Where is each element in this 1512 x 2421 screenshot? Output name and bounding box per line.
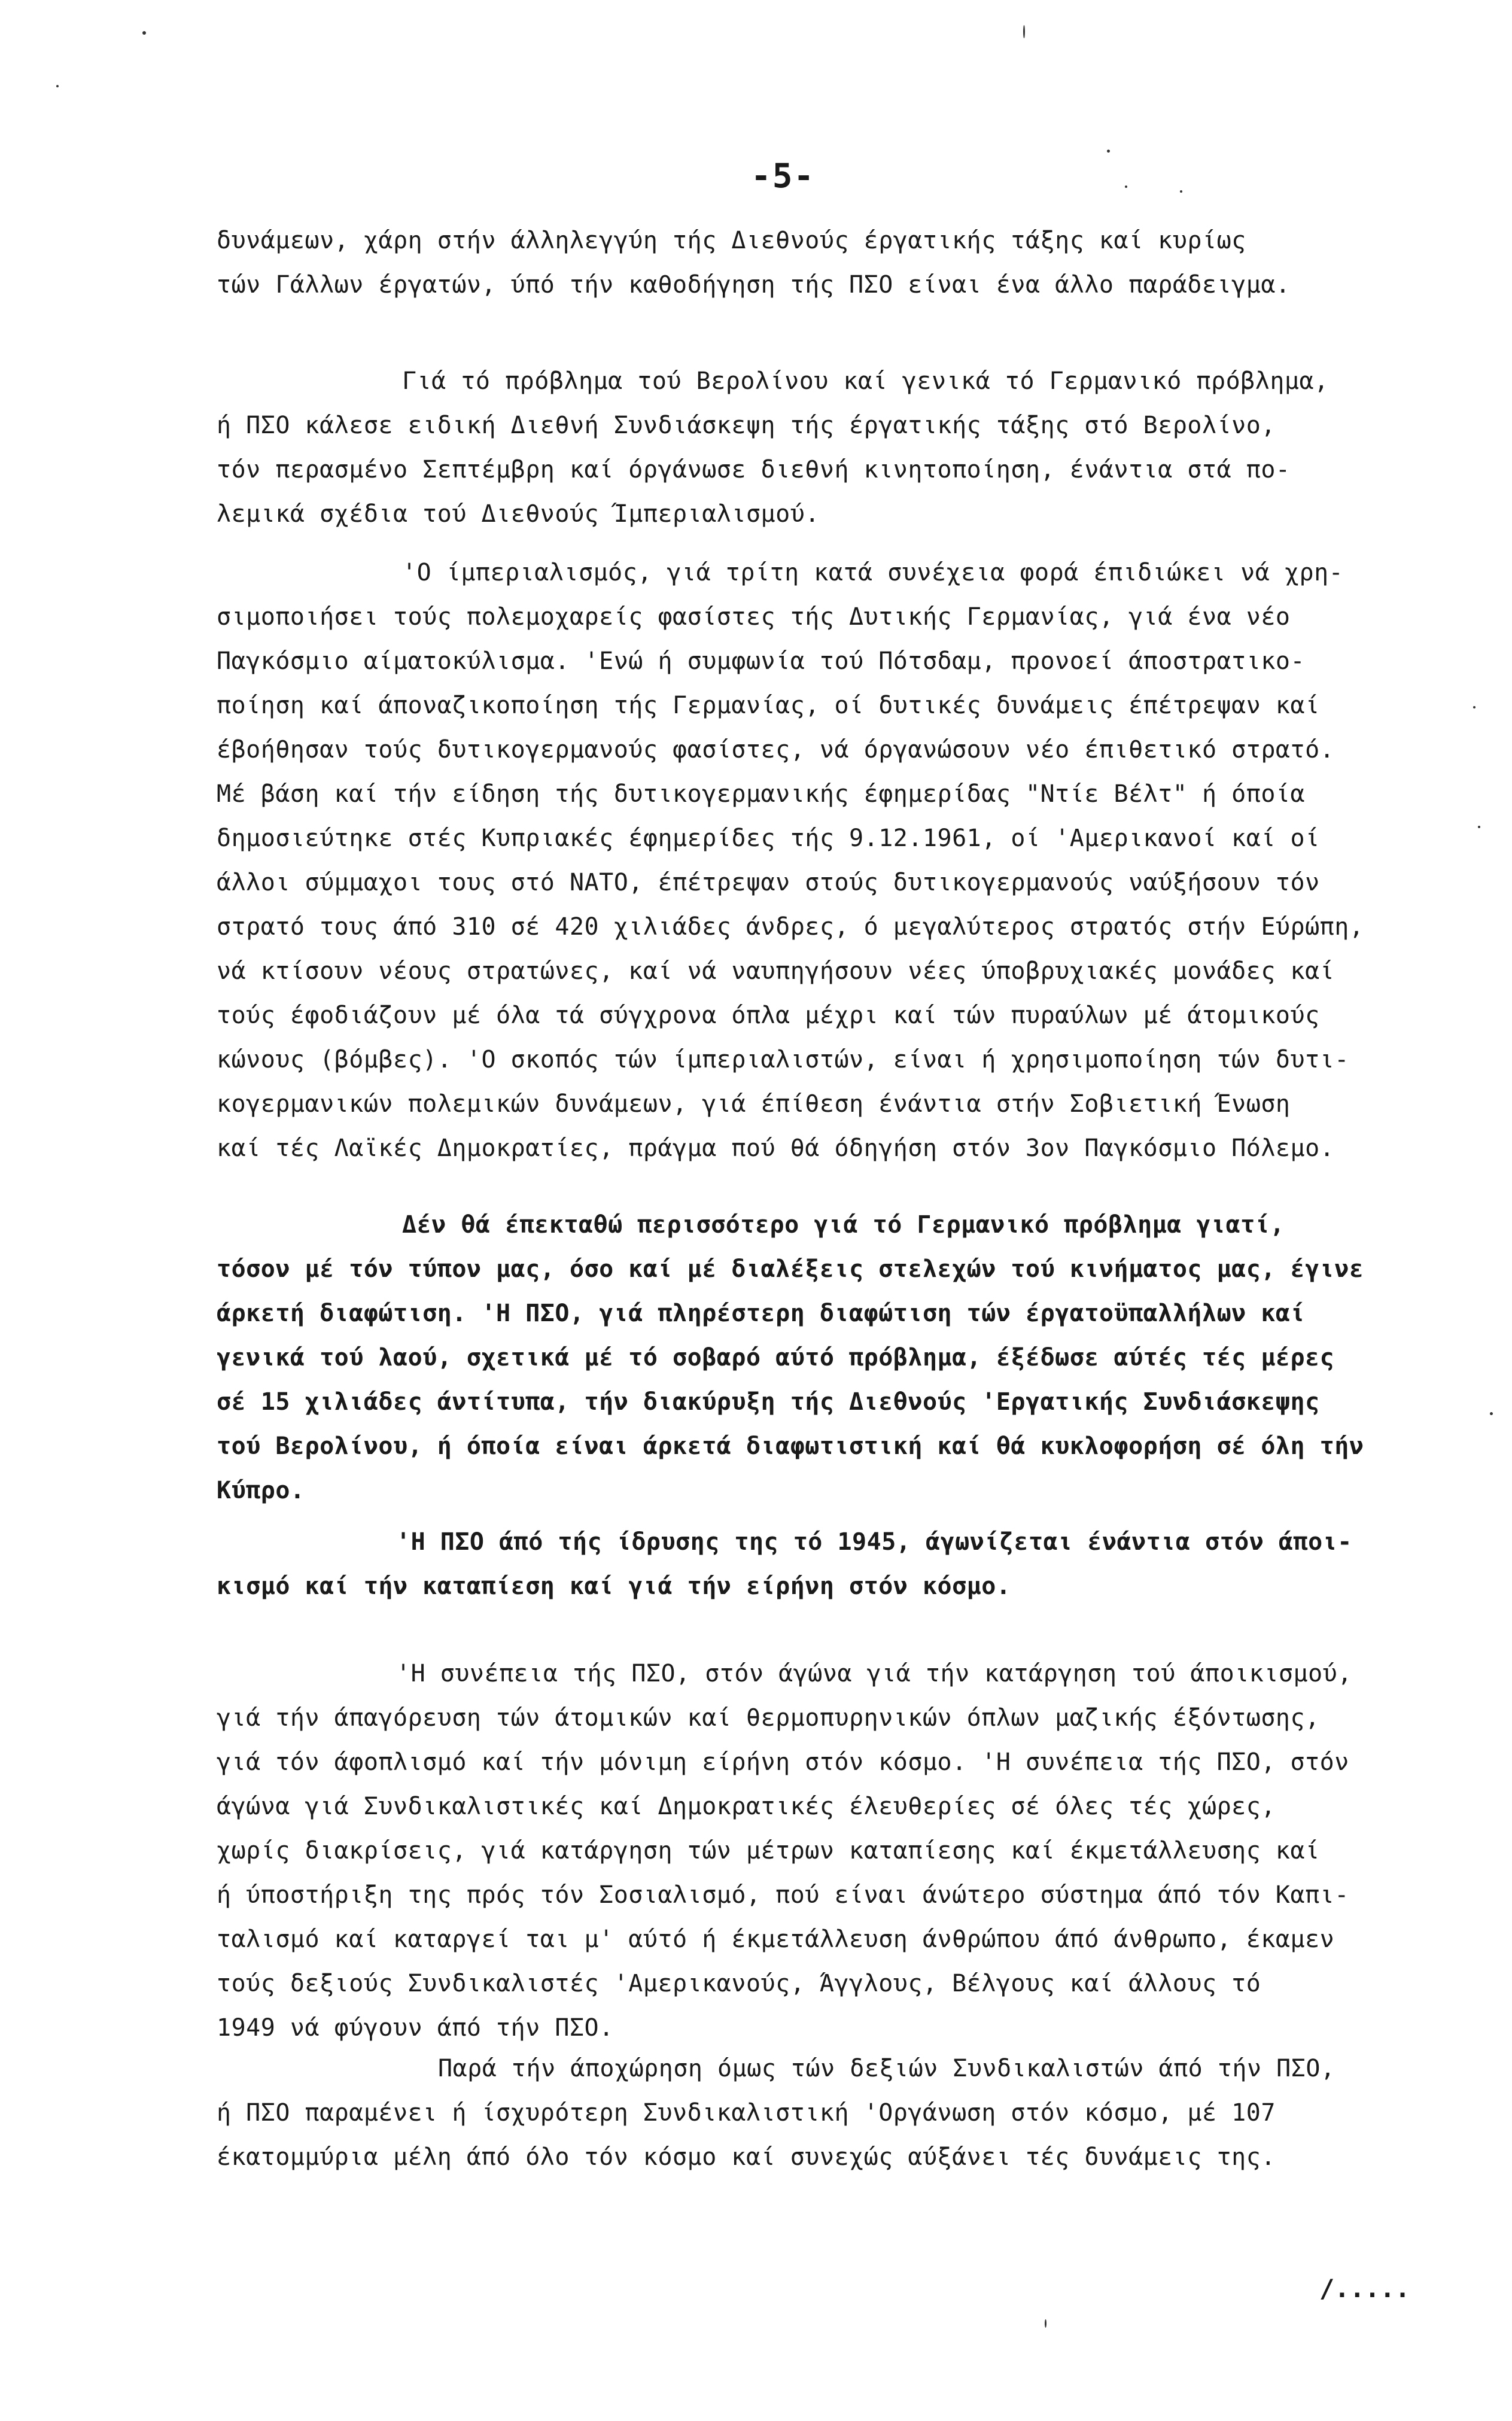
- text-line: τόν περασμένο Σεπτέμβρη καί όργάνωσε διεθνή κινητοποίηση, ένάντια στά πο-: [217, 456, 1291, 483]
- text-line: λεμικά σχέδια τού Διεθνούς Ίμπεριαλισμού.: [217, 500, 820, 528]
- paragraph-german-problem: [217, 1203, 1491, 1513]
- text-line: κογερμανικών πολεμικών δυνάμεων, γιά έπίθεση ένάντια στήν Σοβιετική Ένωση: [217, 1090, 1291, 1118]
- text-line: ή ΠΣΟ παραμένει ή ίσχυρότερη Συνδικαλιστική 'Οργάνωση στόν κόσμο, μέ 107: [217, 2099, 1276, 2127]
- page-number: -5-: [751, 157, 816, 196]
- text-line: κώνους (βόμβες). 'Ο σκοπός τών ίμπεριαλιστών, είναι ή χρησιμοποίηση τών δυτι-: [217, 1046, 1349, 1073]
- paragraph-consistency: [217, 1651, 1491, 2050]
- text-line: 'Η συνέπεια τής ΠΣΟ, στόν άγώνα γιά τήν κατάργηση τού άποικισμού,: [396, 1660, 1352, 1687]
- text-line: ταλισμό καί καταργεί ται μ' αύτό ή έκμετάλλευση άνθρώπου άπό άνθρωπο, έκαμεν: [217, 1926, 1335, 1953]
- scan-speck: [1023, 25, 1025, 38]
- text-line: Δέν θά έπεκταθώ περισσότερο γιά τό Γερμανικό πρόβλημα γιατί,: [402, 1211, 1285, 1239]
- text-line: χωρίς διακρίσεις, γιά κατάργηση τών μέτρων καταπίεσης καί έκμετάλλευσης καί: [217, 1837, 1320, 1865]
- text-line: ή ΠΣΟ κάλεσε ειδική Διεθνή Συνδιάσκεψη τής έργατικής τάξης στό Βερολίνο,: [217, 412, 1276, 439]
- scan-speck: [1125, 185, 1127, 188]
- text-line: 'Η ΠΣΟ άπό τής ίδρυσης της τό 1945, άγωνίζεται ένάντια στόν άποι-: [396, 1528, 1352, 1556]
- scan-speck: [56, 85, 59, 87]
- text-line: Παρά τήν άποχώρηση όμως τών δεξιών Συνδικαλιστών άπό τήν ΠΣΟ,: [438, 2055, 1335, 2082]
- text-line: στρατό τους άπό 310 σέ 420 χιλιάδες άνδρες, ό μεγαλύτερος στρατός στήν Εύρώπη,: [217, 913, 1364, 941]
- text-line: ποίηση καί άποναζικοποίηση τής Γερμανίας, οί δυτικές δυνάμεις έπέτρεψαν καί: [217, 692, 1320, 719]
- scan-speck: [1473, 706, 1476, 708]
- text-line: άρκετή διαφώτιση. 'Η ΠΣΟ, γιά πληρέστερη διαφώτιση τών έργατοϋπαλλήλων καί: [217, 1300, 1306, 1327]
- text-line: Κύπρο.: [217, 1477, 305, 1504]
- text-line: άλλοι σύμμαχοι τους στό ΝΑΤΟ, έπέτρεψαν στούς δυτικογερμανούς ναύξήσουν τόν: [217, 869, 1320, 896]
- text-line: τού Βερολίνου, ή όποία είναι άρκετά διαφωτιστική καί θά κυκλοφορήση σέ όλη τήν: [217, 1432, 1364, 1460]
- text-line: Μέ βάση καί τήν είδηση τής δυτικογερμανικής έφημερίδας "Ντίε Βέλτ" ή όποία: [217, 780, 1306, 808]
- text-line: τόσον μέ τόν τύπον μας, όσο καί μέ διαλέξεις στελεχών τού κινήματος μας, έγινε: [217, 1255, 1364, 1283]
- text-line: Γιά τό πρόβλημα τού Βερολίνου καί γενικά τό Γερμανικό πρόβλημα,: [402, 367, 1329, 395]
- text-line: ή ύποστήριξη της πρός τόν Σοσιαλισμό, πού είναι άνώτερο σύστημα άπό τόν Καπι-: [217, 1881, 1349, 1909]
- scan-speck: [1180, 190, 1182, 193]
- paragraph-imperialism: [217, 550, 1491, 1170]
- text-line: τούς δεξιούς Συνδικαλιστές 'Αμερικανούς, Άγγλους, Βέλγους καί άλλους τό: [217, 1970, 1261, 1997]
- scan-speck: [142, 31, 146, 35]
- paragraph-founding: [217, 1520, 1491, 1608]
- paragraph-strongest-union: [217, 2046, 1491, 2179]
- scan-speck: [1045, 2319, 1046, 2328]
- text-line: 'Ο ίμπεριαλισμός, γιά τρίτη κατά συνέχεια φορά έπιδιώκει νά χρη-: [402, 559, 1344, 586]
- text-line: Παγκόσμιο αίματοκύλισμα. 'Ενώ ή συμφωνία τού Πότσδαμ, προνοεί άποστρατικο-: [217, 647, 1306, 675]
- paragraph-continuation: [217, 218, 1491, 307]
- text-line: γιά τόν άφοπλισμό καί τήν μόνιμη είρήνη στόν κόσμο. 'Η συνέπεια τής ΠΣΟ, στόν: [217, 1748, 1349, 1776]
- text-line: καί τές Λαϊκές Δημοκρατίες, πράγμα πού θά όδηγήση στόν 3ον Παγκόσμιο Πόλεμο.: [217, 1135, 1335, 1162]
- text-line: έβοήθησαν τούς δυτικογερμανούς φασίστες, νά όργανώσουν νέο έπιθετικό στρατό.: [217, 736, 1335, 764]
- text-line: νά κτίσουν νέους στρατώνες, καί νά ναυπηγήσουν νέες ύποβρυχιακές μονάδες καί: [217, 957, 1335, 985]
- text-line: κισμό καί τήν καταπίεση καί γιά τήν είρήνη στόν κόσμο.: [217, 1573, 1011, 1600]
- text-line: γενικά τού λαού, σχετικά μέ τό σοβαρό αύτό πρόβλημα, έξέδωσε αύτές τές μέρες: [217, 1344, 1335, 1371]
- scan-speck: [1478, 826, 1480, 828]
- text-line: έκατομμύρια μέλη άπό όλο τόν κόσμο καί συνεχώς αύξάνει τές δυνάμεις της.: [217, 2143, 1276, 2171]
- text-line: τών Γάλλων έργατών, ύπό τήν καθοδήγηση τής ΠΣΟ είναι ένα άλλο παράδειγμα.: [217, 271, 1291, 299]
- text-line: 1949 νά φύγουν άπό τήν ΠΣΟ.: [217, 2014, 614, 2042]
- scan-speck: [1107, 150, 1110, 153]
- text-line: σιμοποιήσει τούς πολεμοχαρείς φασίστες τής Δυτικής Γερμανίας, γιά ένα νέο: [217, 603, 1291, 631]
- text-line: τούς έφοδιάζουν μέ όλα τά σύγχρονα όπλα μέχρι καί τών πυραύλων μέ άτομικούς: [217, 1002, 1320, 1029]
- continuation-mark: /.....: [1319, 2274, 1410, 2303]
- text-line: δυνάμεων, χάρη στήν άλληλεγγύη τής Διεθνούς έργατικής τάξης καί κυρίως: [217, 227, 1246, 254]
- text-line: άγώνα γιά Συνδικαλιστικές καί Δημοκρατικές έλευθερίες σέ όλες τές χώρες,: [217, 1793, 1276, 1820]
- text-line: δημοσιεύτηκε στές Κυπριακές έφημερίδες τής 9.12.1961, οί 'Αμερικανοί καί οί: [217, 825, 1320, 852]
- text-line: γιά τήν άπαγόρευση τών άτομικών καί θερμοπυρηνικών όπλων μαζικής έξόντωσης,: [217, 1704, 1320, 1732]
- paragraph-berlin-problem: [217, 359, 1491, 536]
- scan-speck: [1490, 1412, 1493, 1415]
- text-line: σέ 15 χιλιάδες άντίτυπα, τήν διακύρυξη τής Διεθνούς 'Εργατικής Συνδιάσκεψης: [217, 1388, 1320, 1416]
